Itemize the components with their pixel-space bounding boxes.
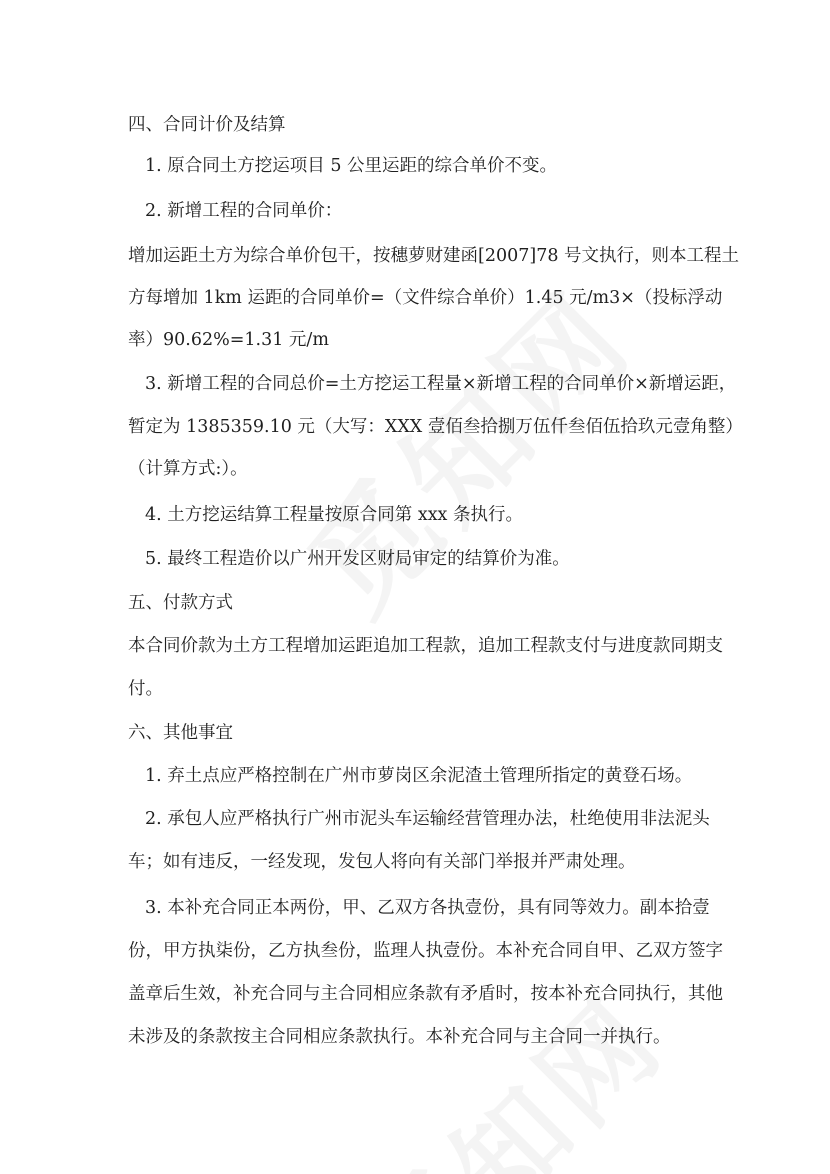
paragraph-line: 车；如有违反，一经发现，发包人将向有关部门举报并严肃处理。 <box>128 852 636 872</box>
paragraph-line: （计算方式:）。 <box>128 459 248 479</box>
paragraph-line: 方每增加 1km 运距的合同单价=（文件综合单价）1.45 元/m3×（投标浮动 <box>128 288 723 308</box>
section-heading-6: 六、其他事宜 <box>128 723 233 743</box>
paragraph-line: 本合同价款为土方工程增加运距追加工程款，追加工程款支付与进度款同期支 <box>128 636 723 656</box>
list-item: 4. 土方挖运结算工程量按原合同第 xxx 条执行。 <box>145 505 523 525</box>
list-item: 3. 本补充合同正本两份，甲、乙双方各执壹份，具有同等效力。副本拾壹 <box>145 898 710 918</box>
section-heading-5: 五、付款方式 <box>128 593 233 613</box>
list-item: 3. 新增工程的合同总价=土方挖运工程量×新增工程的合同单价×新增运距， <box>145 374 737 394</box>
list-item: 5. 最终工程造价以广州开发区财局审定的结算价为准。 <box>145 549 570 569</box>
paragraph-line: 付。 <box>128 679 163 699</box>
paragraph-line: 率）90.62%=1.31 元/m <box>128 330 329 350</box>
section-heading-4: 四、合同计价及结算 <box>128 115 286 135</box>
list-item: 1. 原合同土方挖运项目 5 公里运距的综合单价不变。 <box>145 156 558 176</box>
list-item: 2. 承包人应严格执行广州市泥头车运输经营管理办法，杜绝使用非法泥头 <box>145 809 710 829</box>
paragraph-line: 盖章后生效，补充合同与主合同相应条款有矛盾时，按本补充合同执行，其他 <box>128 984 723 1004</box>
paragraph-line: 暂定为 1385359.10 元（大写：XXX 壹佰叁拾捌万伍仟叁佰伍拾玖元壹角整） <box>128 417 743 437</box>
paragraph-line: 增加运距土方为综合单价包干，按穗萝财建函[2007]78 号文执行，则本工程土 <box>128 246 740 266</box>
list-item: 1. 弃土点应严格控制在广州市萝岗区余泥渣土管理所指定的黄登石场。 <box>145 766 693 786</box>
paragraph-line: 未涉及的条款按主合同相应条款执行。本补充合同与主合同一并执行。 <box>128 1027 671 1047</box>
list-item: 2. 新增工程的合同单价： <box>145 201 343 221</box>
paragraph-line: 份，甲方执柒份，乙方执叁份，监理人执壹份。本补充合同自甲、乙双方签字 <box>128 941 723 961</box>
